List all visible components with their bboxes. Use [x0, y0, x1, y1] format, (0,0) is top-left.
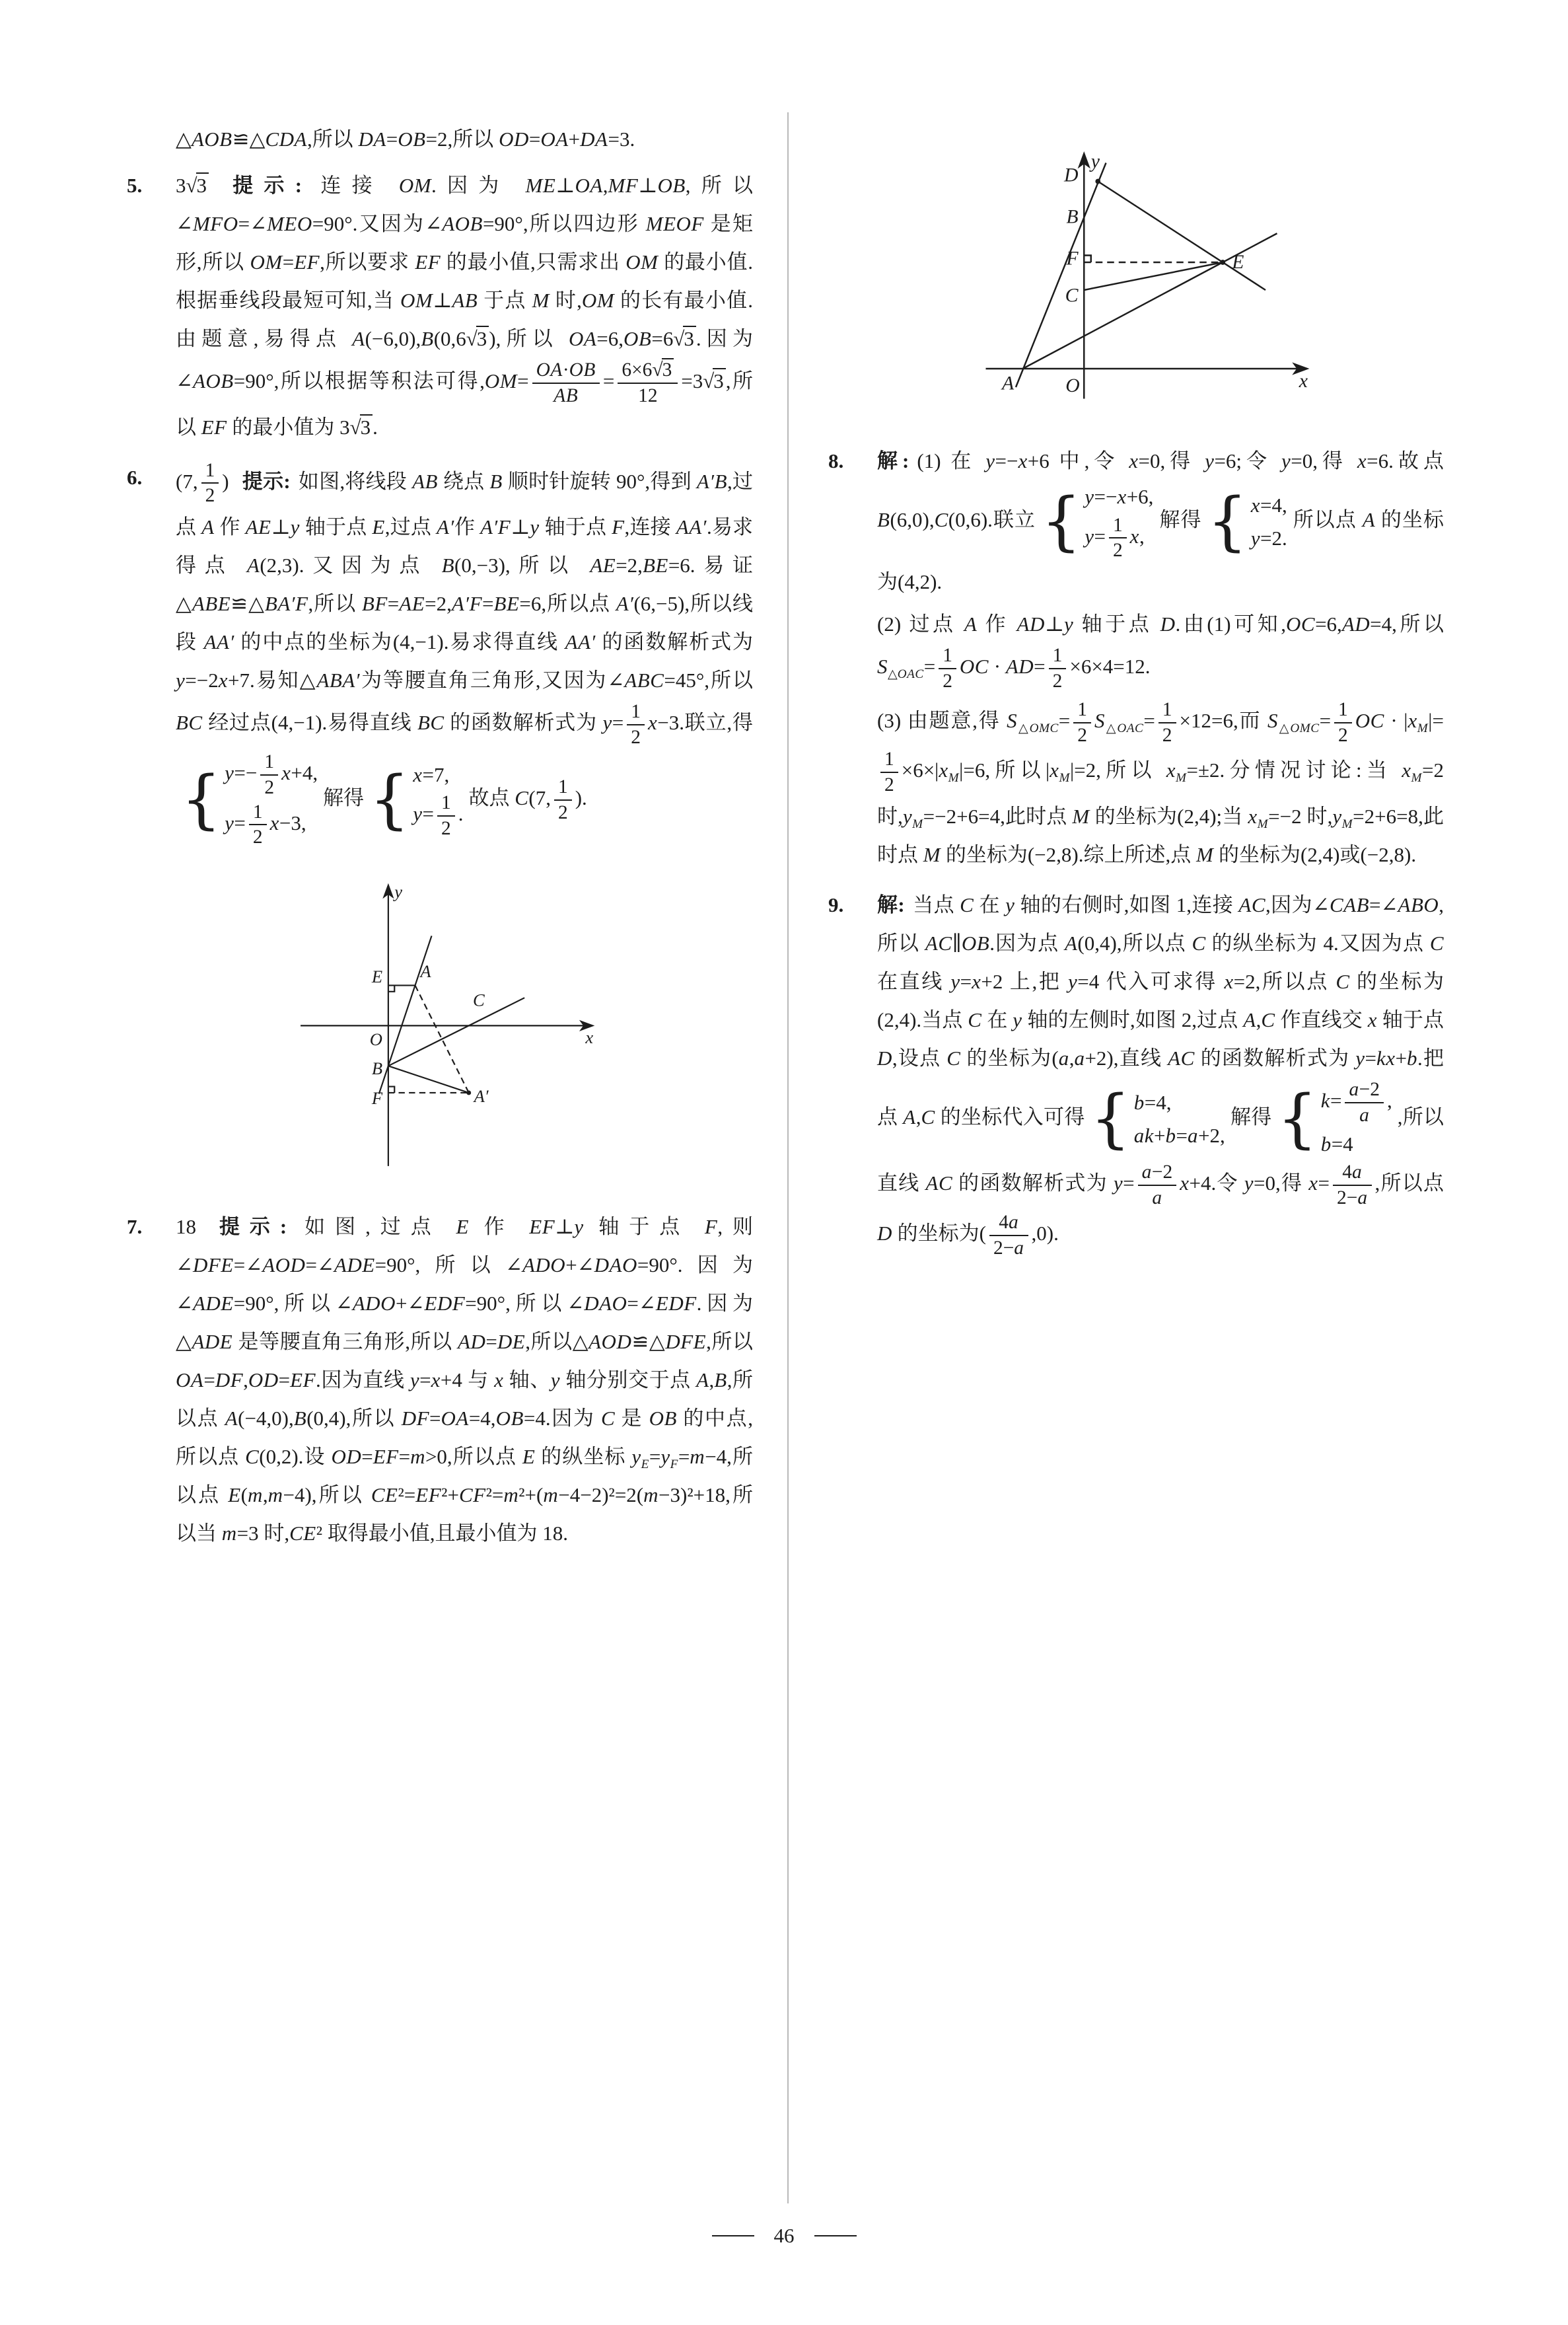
- axis-label-y-1: y: [394, 881, 403, 902]
- item-8-part-2-text: (2) 过点 A 作 AD⊥y 轴于点 D.由(1)可知,OC=6,AD=4,所以 $S_{\triangle OAC}=$ $\frac{1}{2}$ OC · AD= $\frac{1}{2}$ ×6×4=12.: [877, 612, 1444, 692]
- point-label-c-2: C: [1065, 284, 1079, 307]
- item-9-solution-label: 解:: [877, 893, 905, 917]
- point-label-b-2: B: [1066, 205, 1079, 228]
- coordinate-plane-2: [951, 137, 1321, 415]
- point-d-dot: [1095, 179, 1100, 184]
- item-7-hint-label: 提示:: [209, 1214, 287, 1238]
- point-label-c-1: C: [473, 990, 485, 1010]
- item-8-body: [877, 442, 1444, 878]
- item-8-part-3-text: (3) 由题意,得 $S_{\triangle OMC}=$ $\frac{1}{2}$ $S_{\triangle OAC}=$ $\frac{1}{2}$ ×12=6,而 $S_{\triangle OMC}=$ $\frac{1}{2}$ OC · $|x_M|=$ $\frac{1}{2}$ $\times 6\times|x_M|=6$,所以$|x_M|=2$,所以 $x_M=\pm 2$.分情况讨论:当 $x_M=2$ 时$,y_M=-2+6=4$,此时点 M 的坐标为(2,4);当 $x_M=-2$ 时$,y_M=2+6=8$,此时点 M 的坐标为(−2,8).综上所述,点 M 的坐标为(2,4)或(−2,8).: [877, 698, 1444, 867]
- item-5-hint-text: 连接 OM.因为 ME⊥OA,MF⊥OB,所以∠MFO=∠MEO=90°.又因为∠AOB=90°,所以四边形 MEOF 是矩形,所以 OM=EF,所以要求 EF 的最小值,只需求出 OM 的最小值.根据垂线段最短可知,当 OM⊥AB 于点 M 时,OM 的长有最小值.由题意,易得点 A(−6,0),B(0,6√3),所以 OA=6,OB=6√3.因为∠AOB=90°,所以根据等积法可得,OM= $\frac{OA\cdot OB}{AB}$ = $\frac{6\times 6√3}{12}$ =3√3,所以 EF 的最小值为 3√3.: [176, 174, 754, 439]
- item-9: [828, 886, 1444, 1264]
- point-label-o-1: O: [369, 1029, 382, 1050]
- item-8-part-2: [877, 605, 1444, 694]
- point-label-d-2: D: [1064, 164, 1079, 186]
- page-footer: [0, 2217, 1568, 2255]
- right-column: [828, 120, 1444, 1265]
- item-6-number: 6.: [127, 465, 143, 489]
- figure-rotation-diagram: [127, 871, 753, 1193]
- item-7: [127, 1208, 753, 1557]
- column-divider: [787, 112, 789, 2203]
- item-6-body: [176, 459, 753, 854]
- item-5-answer: 3√3: [176, 174, 209, 197]
- item-7-text: [176, 1208, 753, 1553]
- item-9-text: [877, 886, 1444, 1260]
- item-6: [127, 459, 753, 854]
- axis-label-y-2: y: [1090, 150, 1100, 172]
- item-5-number: 5.: [127, 174, 143, 197]
- item-7-answer: 18: [176, 1214, 196, 1238]
- axes-1: [301, 894, 585, 1167]
- item-7-number: 7.: [127, 1214, 143, 1238]
- point-label-a-2: A: [1002, 372, 1015, 394]
- item-5-hint-label: 提示:: [222, 174, 303, 197]
- axis-label-x-1: x: [585, 1027, 594, 1048]
- point-label-a-prime-1: A′: [474, 1086, 489, 1107]
- point-a-prime-dot: [466, 1091, 471, 1095]
- diagram-2-lines: [1016, 163, 1277, 388]
- item-5-text: [176, 166, 753, 447]
- page-number: 46: [773, 2224, 795, 2247]
- item-6-hint-label: 提示:: [242, 469, 291, 493]
- item-6-text: [176, 459, 753, 850]
- item-5-body: [176, 166, 753, 451]
- item-8-part-1-text: (1) 在 y=−x+6 中,令 x=0,得 y=6;令 y=0,得 x=6.故点 B(6,0),C(0,6).联立 { y=−x+6, y= $\frac{1}{2}$ x, 解得 { x=4, y=2. 所以点 A 的坐标为(4,2).: [877, 449, 1444, 594]
- coordinate-plane-1: [275, 871, 605, 1181]
- continuation-text: △AOB≌△CDA,所以 DA=OB=2,所以 OD=OA+DA=3.: [176, 128, 635, 151]
- point-label-a-1: A: [420, 961, 431, 982]
- footer-rule-left: [712, 2235, 754, 2236]
- point-e-dot: [1220, 260, 1225, 265]
- item-5: [127, 166, 753, 451]
- item-7-body: [176, 1208, 753, 1557]
- item-6-answer: (7, $\frac{1}{2}$ ): [176, 459, 229, 507]
- footer-rule-right: [814, 2235, 857, 2236]
- point-label-o-2: O: [1065, 375, 1080, 396]
- item-8: [828, 442, 1444, 878]
- diagram-1-dashed-lines: [388, 986, 469, 1093]
- item-9-solution-text: 当点 C 在 y 轴的右侧时,如图 1,连接 AC,因为∠CAB=∠ABO,所以 AC∥OB.因为点 A(0,4),所以点 C 的纵坐标为 4.又因为点 C 在直线 y=x+2 上,把 y=4 代入可求得 x=2,所以点 C 的坐标为(2,4).当点 C 在 y 轴的左侧时,如图 2,过点 A,C 作直线交 x 轴于点 D,设点 C 的坐标为(a,a+2),直线 AC 的函数解析式为 y=kx+b.把点 A,C 的坐标代入可得 { b=4, ak+b=a+2, 解得 { k= $\frac{a-2}{a}$ , b=4 ,所以直线 AC 的函数解析式为 y= $\frac{a-2}{a}$ x+4.令 y=0,得 x= $\frac{4a}{2-a}$ ,所以点 D 的坐标为( $\frac{4a}{2-a}$ ,0).: [877, 893, 1444, 1259]
- item-8-solution-label: 解:: [877, 449, 909, 472]
- axis-label-x-2: x: [1299, 370, 1308, 392]
- point-label-b-1: B: [371, 1058, 383, 1078]
- item-6-hint-text: 如图,将线段 AB 绕点 B 顺时针旋转 90°,得到 A′B,过点 A 作 AE⊥y 轴于点 E,过点 A′作 A′F⊥y 轴于点 F,连接 AA′.易求得点 A(2,3).又因为点 B(0,−3),所以 AE=2,BE=6.易证△ABE≌△BA′F,所以 BF=AE=2,A′F=BE=6,所以点 A′(6,−5),所以线段 AA′ 的中点的坐标为(4,−1).易求得直线 AA′ 的函数解析式为 y=−2x+7.易知△ABA′为等腰直角三角形,又因为∠ABC=45°,所以 BC 经过点(4,−1).易得直线 BC 的函数解析式为 y= $\frac{1}{2}$ x−3.联立,得 { y=− $\frac{1}{2}$ x+4, y= $\frac{1}{2}$ x−3, 解得 { x=7, y= $\frac{1}{2}$ . 故点 C(7, $\frac{1}{2}$ ).: [176, 469, 754, 848]
- item-9-number: 9.: [828, 893, 844, 917]
- item-7-hint-text: 如图,过点 E 作 EF⊥y 轴于点 F,则∠DFE=∠AOD=∠ADE=90°,所以∠ADO+∠DAO=90°.因为∠ADE=90°,所以∠ADO+∠EDF=90°,所以∠DAO=∠EDF.因为△ADE 是等腰直角三角形,所以 AD=DE,所以△AOD≌△DFE,所以 OA=DF,OD=EF.因为直线 y=x+4 与 x 轴、y 轴分别交于点 A,B,所以点 A(−4,0),B(0,4),所以 DF=OA=4,OB=4.因为 C 是 OB 的中点,所以点 C(0,2).设 OD=EF=m>0,所以点 E 的纵坐标 $y_E=y_F=m-4$,所以点 E(m,m−4),所以 CE²=EF²+CF²=m²+(m−4−2)²=2(m−3)²+18,所以当 m=3 时,CE² 取得最小值,且最小值为 18.: [176, 1214, 754, 1545]
- point-label-f-2: F: [1066, 247, 1079, 270]
- item-9-body: [877, 886, 1444, 1264]
- point-label-e-2: E: [1232, 250, 1244, 273]
- point-label-e-1: E: [371, 966, 383, 986]
- item-8-number: 8.: [828, 449, 844, 472]
- left-column: [127, 120, 753, 1557]
- item-8-part-3: [877, 698, 1444, 874]
- figure-line-diagram: [828, 137, 1444, 427]
- diagram-1-lines: [379, 936, 524, 1094]
- point-label-f-1: F: [371, 1088, 383, 1109]
- item-8-part-1: [877, 442, 1444, 601]
